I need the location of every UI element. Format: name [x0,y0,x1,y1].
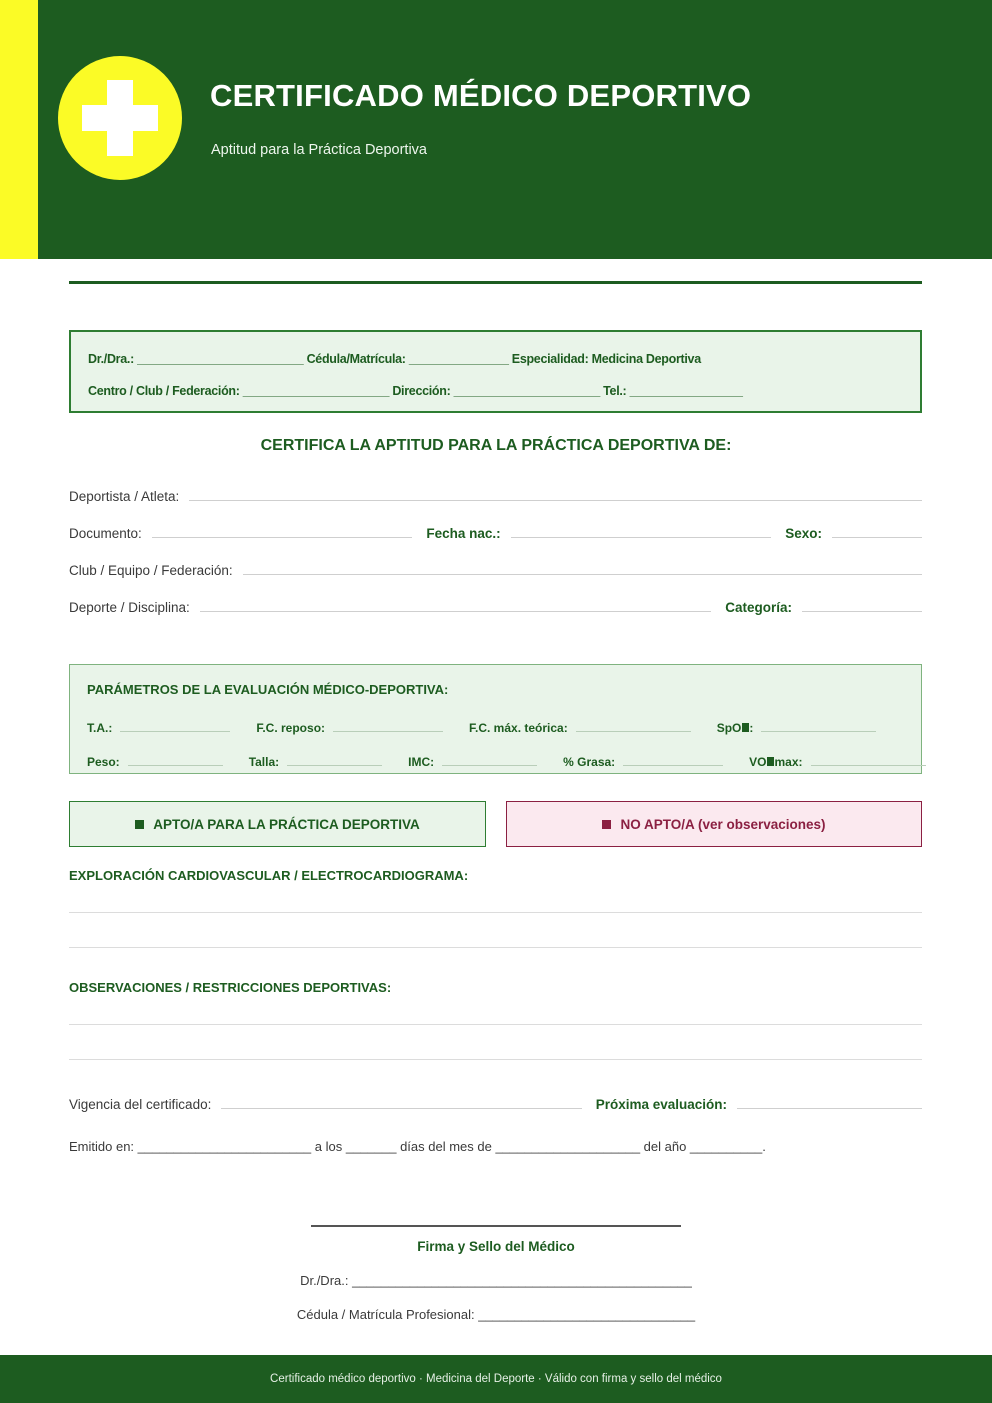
athlete-name-label: Deportista / Atleta: [69,489,180,504]
sex-label: Sexo: [785,526,822,541]
top-divider-rule [69,281,922,284]
field-row-athlete-name [69,485,922,505]
signature-license-line[interactable]: Cédula / Matrícula Profesional: ______________________________ [296,1307,696,1322]
blood-pressure-input[interactable] [120,717,230,732]
next-evaluation-input[interactable] [737,1093,922,1109]
weight-input[interactable] [128,751,223,766]
header-accent-bar [0,0,38,259]
height-label: Talla: [248,755,280,769]
checkbox-square-icon [135,820,144,829]
sport-label: Deporte / Disciplina: [69,600,190,615]
page-subtitle: Aptitud para la Práctica Deportiva [211,142,427,158]
apto-checkbox-option[interactable] [69,801,486,847]
parameters-row-anthropometry [87,751,907,769]
cross-horizontal-bar [82,105,158,131]
cardio-section-heading: EXPLORACIÓN CARDIOVASCULAR / ELECTROCARDIOGRAMA: [69,868,469,883]
club-input[interactable] [243,559,922,575]
parameters-heading: PARÁMETROS DE LA EVALUACIÓN MÉDICO-DEPORTIVA: [87,682,449,697]
blood-pressure-label: T.A.: [87,721,113,735]
body-fat-label: % Grasa: [563,755,616,769]
max-hr-label: F.C. máx. teórica: [469,721,568,735]
resting-hr-label: F.C. reposo: [256,721,326,735]
subscript-two-glyph [742,723,749,732]
body-fat-input[interactable] [623,751,723,766]
resting-hr-input[interactable] [333,717,443,732]
checkbox-square-icon [602,820,611,829]
weight-label: Peso: [87,755,120,769]
field-row-document [69,522,922,542]
club-label: Club / Equipo / Federación: [69,563,233,578]
certification-statement-heading: CERTIFICA LA APTITUD PARA LA PRÁCTICA DEPORTIVA DE: [260,437,732,454]
page-title: CERTIFICADO MÉDICO DEPORTIVO [210,78,752,113]
vo2max-input[interactable] [811,751,926,766]
field-row-club [69,559,922,579]
spo2-label: SpO : [716,721,754,735]
cardio-writing-line[interactable] [69,912,922,913]
doctor-identification-line[interactable]: Dr./Dra.: _________________________ Cédula/Matrícula: _______________ Especialidad: Medicina Deportiva [88,352,701,366]
apto-label: APTO/A PARA LA PRÁCTICA DEPORTIVA [153,816,420,832]
birthdate-input[interactable] [511,522,772,538]
sex-input[interactable] [832,522,922,538]
validity-label: Vigencia del certificado: [69,1097,212,1112]
bmi-input[interactable] [442,751,537,766]
signature-title: Firma y Sello del Médico [417,1239,575,1254]
category-input[interactable] [802,596,922,612]
document-input[interactable] [152,522,413,538]
next-evaluation-label: Próxima evaluación: [595,1097,727,1112]
signature-rule [311,1225,681,1227]
cardio-writing-line[interactable] [69,947,922,948]
sport-input[interactable] [200,596,711,612]
max-hr-input[interactable] [576,717,691,732]
no-apto-checkbox-option[interactable] [506,801,922,847]
height-input[interactable] [287,751,382,766]
observations-writing-line[interactable] [69,1059,922,1060]
birthdate-label: Fecha nac.: [426,526,501,541]
athlete-name-input[interactable] [189,485,922,501]
observations-section-heading: OBSERVACIONES / RESTRICCIONES DEPORTIVAS: [69,980,392,995]
signature-doctor-name-line[interactable]: Dr./Dra.: _______________________________________________ [300,1273,692,1288]
issued-place-date-line[interactable]: Emitido en: ________________________ a los _______ días del mes de ____________________ del año __________. [69,1139,766,1154]
vo2max-label: VO max: [749,755,803,769]
field-row-sport [69,596,922,616]
spo2-input[interactable] [761,717,876,732]
subscript-two-glyph [767,757,774,766]
medical-cross-icon [58,56,182,180]
field-row-validity [69,1093,922,1112]
document-header [0,0,992,259]
no-apto-label: NO APTO/A (ver observaciones) [620,816,826,832]
doctor-center-line[interactable]: Centro / Club / Federación: ______________________ Dirección: ______________________ Tel.: _________________ [88,384,743,398]
bmi-label: IMC: [408,755,435,769]
doctor-info-box [69,330,922,413]
observations-writing-line[interactable] [69,1024,922,1025]
evaluation-parameters-box [69,664,922,774]
category-label: Categoría: [725,600,792,615]
footer-text: Certificado médico deportivo · Medicina del Deporte · Válido con firma y sello del médico [270,1373,722,1385]
parameters-row-vitals [87,717,907,735]
validity-input[interactable] [221,1093,581,1109]
document-footer [0,1355,992,1403]
document-label: Documento: [69,526,142,541]
